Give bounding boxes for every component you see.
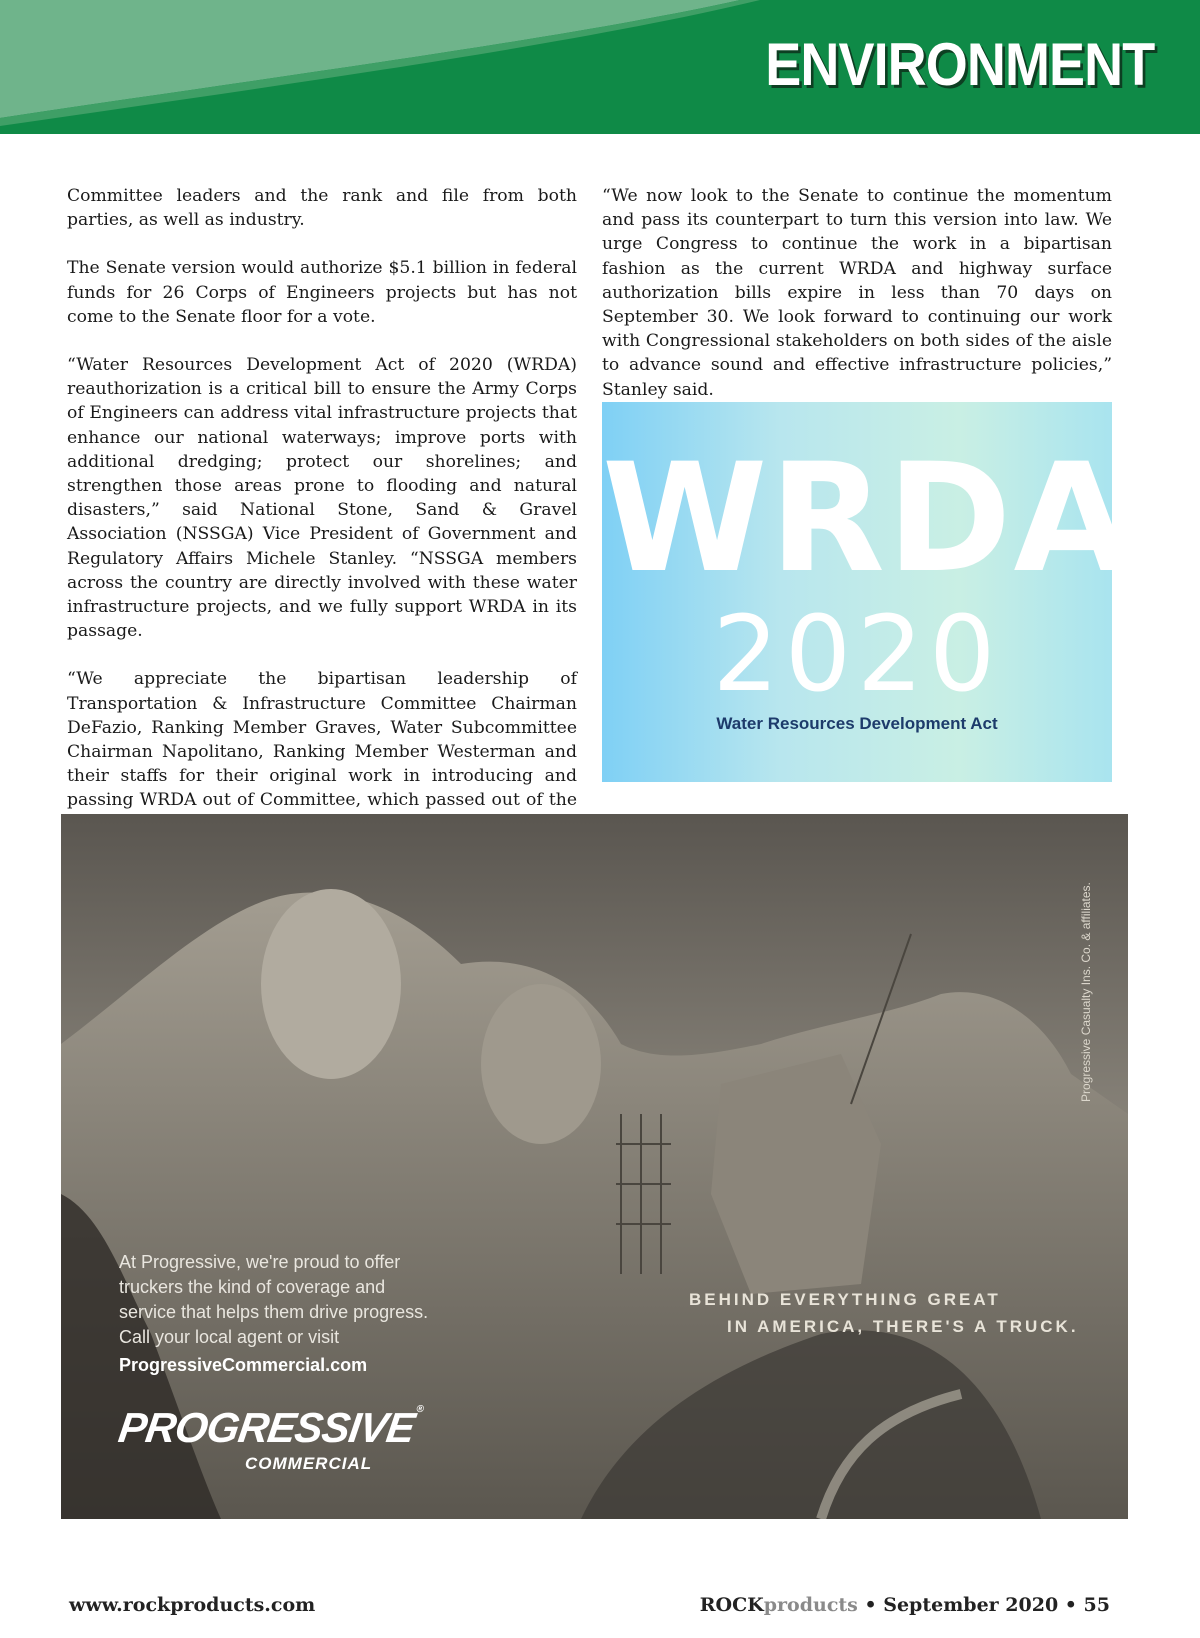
registered-mark-icon: ®: [415, 1404, 424, 1415]
footer-magazine-light: products: [763, 1594, 858, 1616]
article-paragraph: The Senate version would authorize $5.1 billion in federal funds for 26 Corps of Engineers projects but has not come to the Senate floor for a vote.: [67, 258, 577, 327]
article-left-column: [67, 184, 577, 861]
wrda-year: 2020: [712, 593, 1002, 715]
section-header: [0, 0, 1200, 134]
ad-copy-line: At Progressive, we're proud to offer: [119, 1252, 401, 1272]
ad-legal-text: Progressive Casualty Ins. Co. & affiliates.: [1079, 882, 1093, 1102]
washington-face: [261, 889, 401, 1079]
ad-copy: [119, 1250, 449, 1378]
footer-issue: • September 2020 • 55: [857, 1594, 1110, 1616]
article-paragraph: “We now look to the Senate to continue the momentum and pass its counterpart to turn this version into law. We urge Congress to continue the work in a bipartisan fashion as the current WRDA and highway surface authorization bills expire in less than 70 days on September 30. We look forward to continuing our work with Congressional stakeholders on both sides of the aisle to advance sound and effective infrastructure policies,” Stanley said.: [602, 186, 1112, 400]
ad-tagline: [689, 1286, 1079, 1340]
ad-tagline-line2: IN AMERICA, THERE'S A TRUCK.: [727, 1317, 1079, 1336]
wrda-acronym: WRDA: [602, 432, 1132, 606]
wrda-graphic: [602, 402, 1132, 782]
ad-url: ProgressiveCommercial.com: [119, 1355, 368, 1375]
progressive-logo-text: PROGRESSIVE: [115, 1404, 418, 1451]
jefferson-face: [481, 984, 601, 1144]
progressive-logo-subtitle: COMMERCIAL: [245, 1454, 373, 1473]
article-right-column: [602, 184, 1112, 426]
article-paragraph: “We appreciate the bipartisan leadership of Transportation & Infrastructure Committee Chairman DeFazio, Ranking Member Graves, Water Subcommittee Chairman Napolitano, Ranking Member Westerman and their staffs for their original work in introducing and passing WRDA out of Committee, which passed out of the: [67, 669, 577, 811]
wrda-subtitle: Water Resources Development Act: [716, 714, 998, 733]
article-paragraph: Committee leaders and the rank and file from both parties, as well as industry.: [67, 186, 577, 231]
footer-magazine-info: [700, 1594, 1110, 1616]
ad-copy-line: truckers the kind of coverage and: [119, 1277, 386, 1297]
article-paragraph: “Water Resources Development Act of 2020 (WRDA) reauthorization is a critical bill to ensure the Army Corps of Engineers can address vital infrastructure projects that enhance our national waterways; improve ports with additional dredging; protect our shorelines; and strengthen those areas prone to flooding and natural disasters,” said National Stone, Sand & Gravel Association (NSSGA) Vice President of Government and Regulatory Affairs Michele Stanley. “NSSGA members across the country are directly involved with these water infrastructure projects, and we fully support WRDA in its passage.: [67, 355, 577, 642]
progressive-logo: [116, 1404, 424, 1452]
section-title: ENVIRONMENT: [764, 31, 1154, 98]
ad-tagline-line1: BEHIND EVERYTHING GREAT: [689, 1290, 1001, 1309]
ad-copy-line: Call your local agent or visit: [119, 1327, 340, 1347]
progressive-advertisement: [61, 814, 1128, 1519]
footer-website: www.rockproducts.com: [69, 1594, 316, 1616]
footer-magazine-bold: ROCK: [699, 1594, 764, 1616]
ad-copy-line: service that helps them drive progress.: [119, 1302, 429, 1322]
